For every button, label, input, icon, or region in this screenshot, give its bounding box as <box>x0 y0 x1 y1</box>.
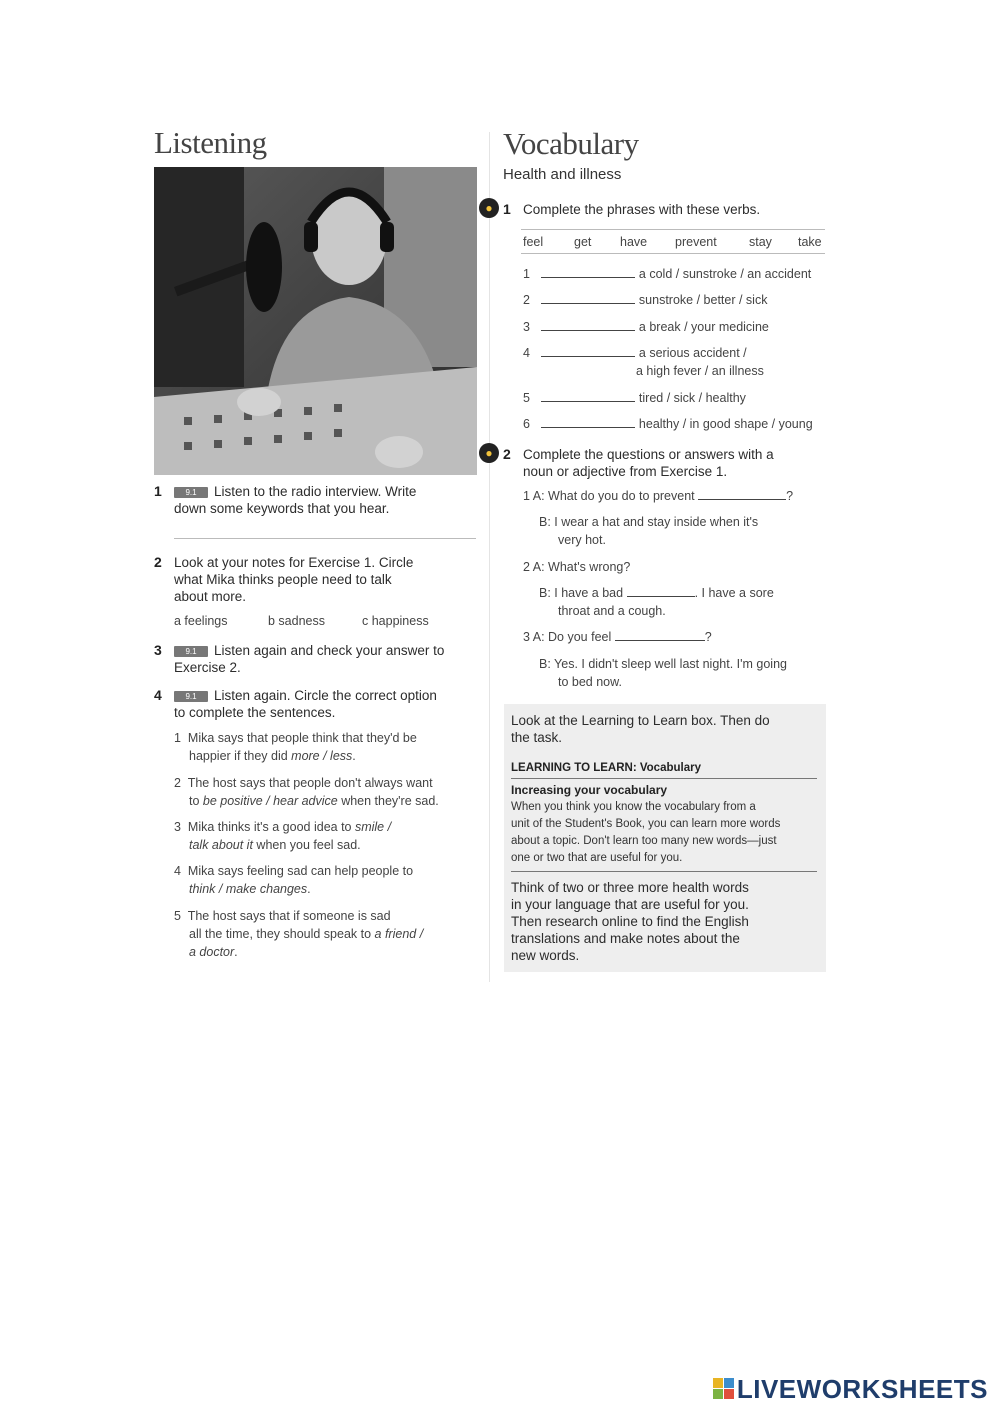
phrase-blank-6[interactable] <box>541 427 635 428</box>
listening-ex4-number: 4 <box>154 687 162 703</box>
q1-a <box>523 487 793 505</box>
item-line: The host says that if someone is sad <box>187 909 391 923</box>
item-number: 3 <box>174 820 181 834</box>
dialogue-line: B: I have a bad <box>539 586 624 600</box>
circle-option[interactable]: talk about it <box>189 838 253 852</box>
box-task-line: in your language that are useful for you. <box>511 897 749 912</box>
liveworksheets-logo[interactable] <box>713 1374 988 1405</box>
item-number: 1 <box>174 731 181 745</box>
item-line: . <box>234 945 238 959</box>
phrase-row-5 <box>523 389 746 407</box>
box-body-rule <box>511 871 817 872</box>
vocab-ex1-number: 1 <box>503 201 511 217</box>
item-line: Mika says feeling sad can help people to <box>187 864 414 878</box>
dialogue-line: B: I wear a hat and stay inside when it's <box>539 515 759 529</box>
phrase-text: sunstroke / better / sick <box>638 293 768 307</box>
box-heading: LEARNING TO LEARN: Vocabulary <box>511 762 701 774</box>
liveworksheets-logo-icon <box>713 1378 735 1400</box>
verb-take[interactable]: take <box>798 235 822 249</box>
listening-ex2-instruction <box>174 554 484 605</box>
dialogue-line: 1 A: What do you do to prevent <box>523 489 695 503</box>
box-intro-line: Look at the Learning to Learn box. Then do <box>511 713 770 728</box>
listening-title: Listening <box>154 125 267 160</box>
verb-box-bottom-rule <box>521 253 825 254</box>
listening-ex2-line1: Look at your notes for Exercise 1. Circle <box>174 555 414 570</box>
ex4-item-1 <box>174 729 474 765</box>
audio-track-badge[interactable] <box>174 487 208 498</box>
item-number: 1 <box>523 267 530 281</box>
verb-have[interactable]: have <box>620 235 648 249</box>
audio-track-badge[interactable] <box>174 646 208 657</box>
box-body-line: one or two that are useful for you. <box>511 852 683 864</box>
audio-track-label: 9.1 <box>185 646 197 656</box>
box-intro-line: the task. <box>511 730 563 745</box>
box-subheading: Increasing your vocabulary <box>511 783 668 797</box>
vocabulary-subtitle: Health and illness <box>503 166 622 183</box>
dialogue-line: B: Yes. I didn't sleep well last night. I'm going <box>539 657 787 671</box>
dialogue-line: ? <box>704 630 712 644</box>
item-number: 6 <box>523 417 530 431</box>
q3-a <box>523 628 712 646</box>
lightbulb-icon: ● <box>479 443 499 463</box>
item-number: 4 <box>523 346 530 360</box>
box-body-line: about a topic. Don't learn too many new words—just <box>511 835 777 847</box>
liveworksheets-logo-text: LIVEWORKSHEETS <box>736 1374 988 1404</box>
phrase-text: a cold / sunstroke / an accident <box>638 267 812 281</box>
q1-b <box>539 513 758 549</box>
phrase-row-1 <box>523 265 811 283</box>
q2-b <box>539 584 774 620</box>
phrase-text: a high fever / an illness <box>636 364 764 378</box>
item-line: . <box>352 749 356 763</box>
item-line: Mika says that people think that they'd be <box>187 731 417 745</box>
column-divider <box>489 132 490 982</box>
phrase-row-4 <box>523 344 764 380</box>
circle-option[interactable]: smile / <box>354 820 392 834</box>
phrase-row-2 <box>523 291 767 309</box>
listening-ex4-instruction <box>174 687 484 721</box>
phrase-text: a serious accident / <box>638 346 747 360</box>
phrase-text: a break / your medicine <box>638 320 769 334</box>
listening-ex3-instruction <box>174 642 484 676</box>
box-body-line: unit of the Student's Book, you can learn more words <box>511 818 781 830</box>
listening-ex1-text2: down some keywords that you hear. <box>174 501 390 516</box>
phrase-blank-2[interactable] <box>541 303 635 304</box>
phrase-text: healthy / in good shape / young <box>638 417 813 431</box>
verb-stay[interactable]: stay <box>749 235 772 249</box>
box-body <box>511 799 780 867</box>
box-task-line: new words. <box>511 948 580 963</box>
vocab-ex1-instruction: Complete the phrases with these verbs. <box>523 202 761 217</box>
item-line: . <box>307 882 311 896</box>
verb-prevent[interactable]: prevent <box>675 235 717 249</box>
phrase-row-3 <box>523 318 769 336</box>
option-happiness[interactable]: c happiness <box>362 614 429 628</box>
listening-ex1-number: 1 <box>154 483 162 499</box>
verb-feel[interactable]: feel <box>523 235 544 249</box>
radio-host-photo <box>154 167 477 475</box>
circle-option[interactable]: a doctor <box>189 945 235 959</box>
item-number: 5 <box>174 909 181 923</box>
q3-b <box>539 655 787 691</box>
listening-ex2-line2: what Mika thinks people need to talk <box>174 572 392 587</box>
item-line: The host says that people don't always want <box>187 776 433 790</box>
phrase-blank-4[interactable] <box>541 356 635 357</box>
item-line: when you feel sad. <box>252 838 361 852</box>
vocab-ex2-instruction <box>523 446 828 480</box>
dialogue-line: very hot. <box>558 533 606 547</box>
listening-ex1-instruction <box>174 483 484 517</box>
box-task-line: translations and make notes about the <box>511 931 740 946</box>
answer-blank-q3[interactable] <box>615 640 705 641</box>
dialogue-line: to bed now. <box>558 675 622 689</box>
item-line: all the time, they should speak to <box>189 927 375 941</box>
learning-to-learn-box <box>504 704 826 972</box>
answer-blank-q2[interactable] <box>627 596 695 597</box>
vocab-ex2-line1: Complete the questions or answers with a <box>523 447 774 462</box>
circle-option[interactable]: be positive / hear advice <box>202 794 338 808</box>
listening-ex2-line3: about more. <box>174 589 247 604</box>
phrase-blank-5[interactable] <box>541 401 635 402</box>
keywords-answer-line[interactable] <box>174 538 476 539</box>
verb-get[interactable]: get <box>574 235 592 249</box>
item-line: to <box>189 794 203 808</box>
box-task-line: Think of two or three more health words <box>511 880 749 895</box>
dialogue-line: 3 A: Do you feel <box>523 630 612 644</box>
dialogue-line: throat and a cough. <box>558 604 666 618</box>
listening-ex3-text2: Exercise 2. <box>174 660 241 675</box>
box-heading-rule <box>511 778 817 779</box>
item-number: 3 <box>523 320 530 334</box>
vocab-ex2-line2: noun or adjective from Exercise 1. <box>523 464 728 479</box>
ex4-item-2 <box>174 774 474 810</box>
item-number: 4 <box>174 864 181 878</box>
option-sadness[interactable]: b sadness <box>268 614 325 628</box>
circle-option[interactable]: a friend / <box>374 927 424 941</box>
item-number: 2 <box>174 776 181 790</box>
item-line: Mika thinks it's a good idea to <box>187 820 355 834</box>
phrase-blank-3[interactable] <box>541 330 635 331</box>
phrase-text: tired / sick / healthy <box>638 391 746 405</box>
ex4-item-3 <box>174 818 474 854</box>
circle-option[interactable]: more / less <box>291 749 353 763</box>
box-body-line: When you think you know the vocabulary from a <box>511 801 756 813</box>
option-feelings[interactable]: a feelings <box>174 614 228 628</box>
box-intro <box>511 712 770 746</box>
listening-ex2-number: 2 <box>154 554 162 570</box>
phrase-blank-1[interactable] <box>541 277 635 278</box>
audio-track-badge[interactable] <box>174 691 208 702</box>
box-task <box>511 879 749 964</box>
audio-track-label: 9.1 <box>185 487 197 497</box>
answer-blank-q1[interactable] <box>698 499 786 500</box>
listening-ex3-number: 3 <box>154 642 162 658</box>
dialogue-line: . I have a sore <box>694 586 774 600</box>
dialogue-line: ? <box>786 489 794 503</box>
item-line: when they're sad. <box>337 794 439 808</box>
box-task-line: Then research online to find the English <box>511 914 749 929</box>
vocab-ex2-number: 2 <box>503 446 511 462</box>
lightbulb-icon: ● <box>479 198 499 218</box>
item-number: 5 <box>523 391 530 405</box>
circle-option[interactable]: think / make changes <box>189 882 308 896</box>
audio-track-label: 9.1 <box>185 691 197 701</box>
verb-box-top-rule <box>521 229 825 230</box>
vocabulary-title: Vocabulary <box>503 126 639 161</box>
listening-ex1-text1: Listen to the radio interview. Write <box>214 484 417 499</box>
ex4-item-4 <box>174 862 474 898</box>
listening-ex3-text1: Listen again and check your answer to <box>214 643 445 658</box>
q2-a: 2 A: What's wrong? <box>523 560 631 574</box>
listening-ex4-text2: to complete the sentences. <box>174 705 336 720</box>
item-number: 2 <box>523 293 530 307</box>
phrase-row-6 <box>523 415 813 433</box>
item-line: happier if they did <box>189 749 292 763</box>
ex4-item-5 <box>174 907 474 961</box>
listening-ex4-text1: Listen again. Circle the correct option <box>214 688 437 703</box>
